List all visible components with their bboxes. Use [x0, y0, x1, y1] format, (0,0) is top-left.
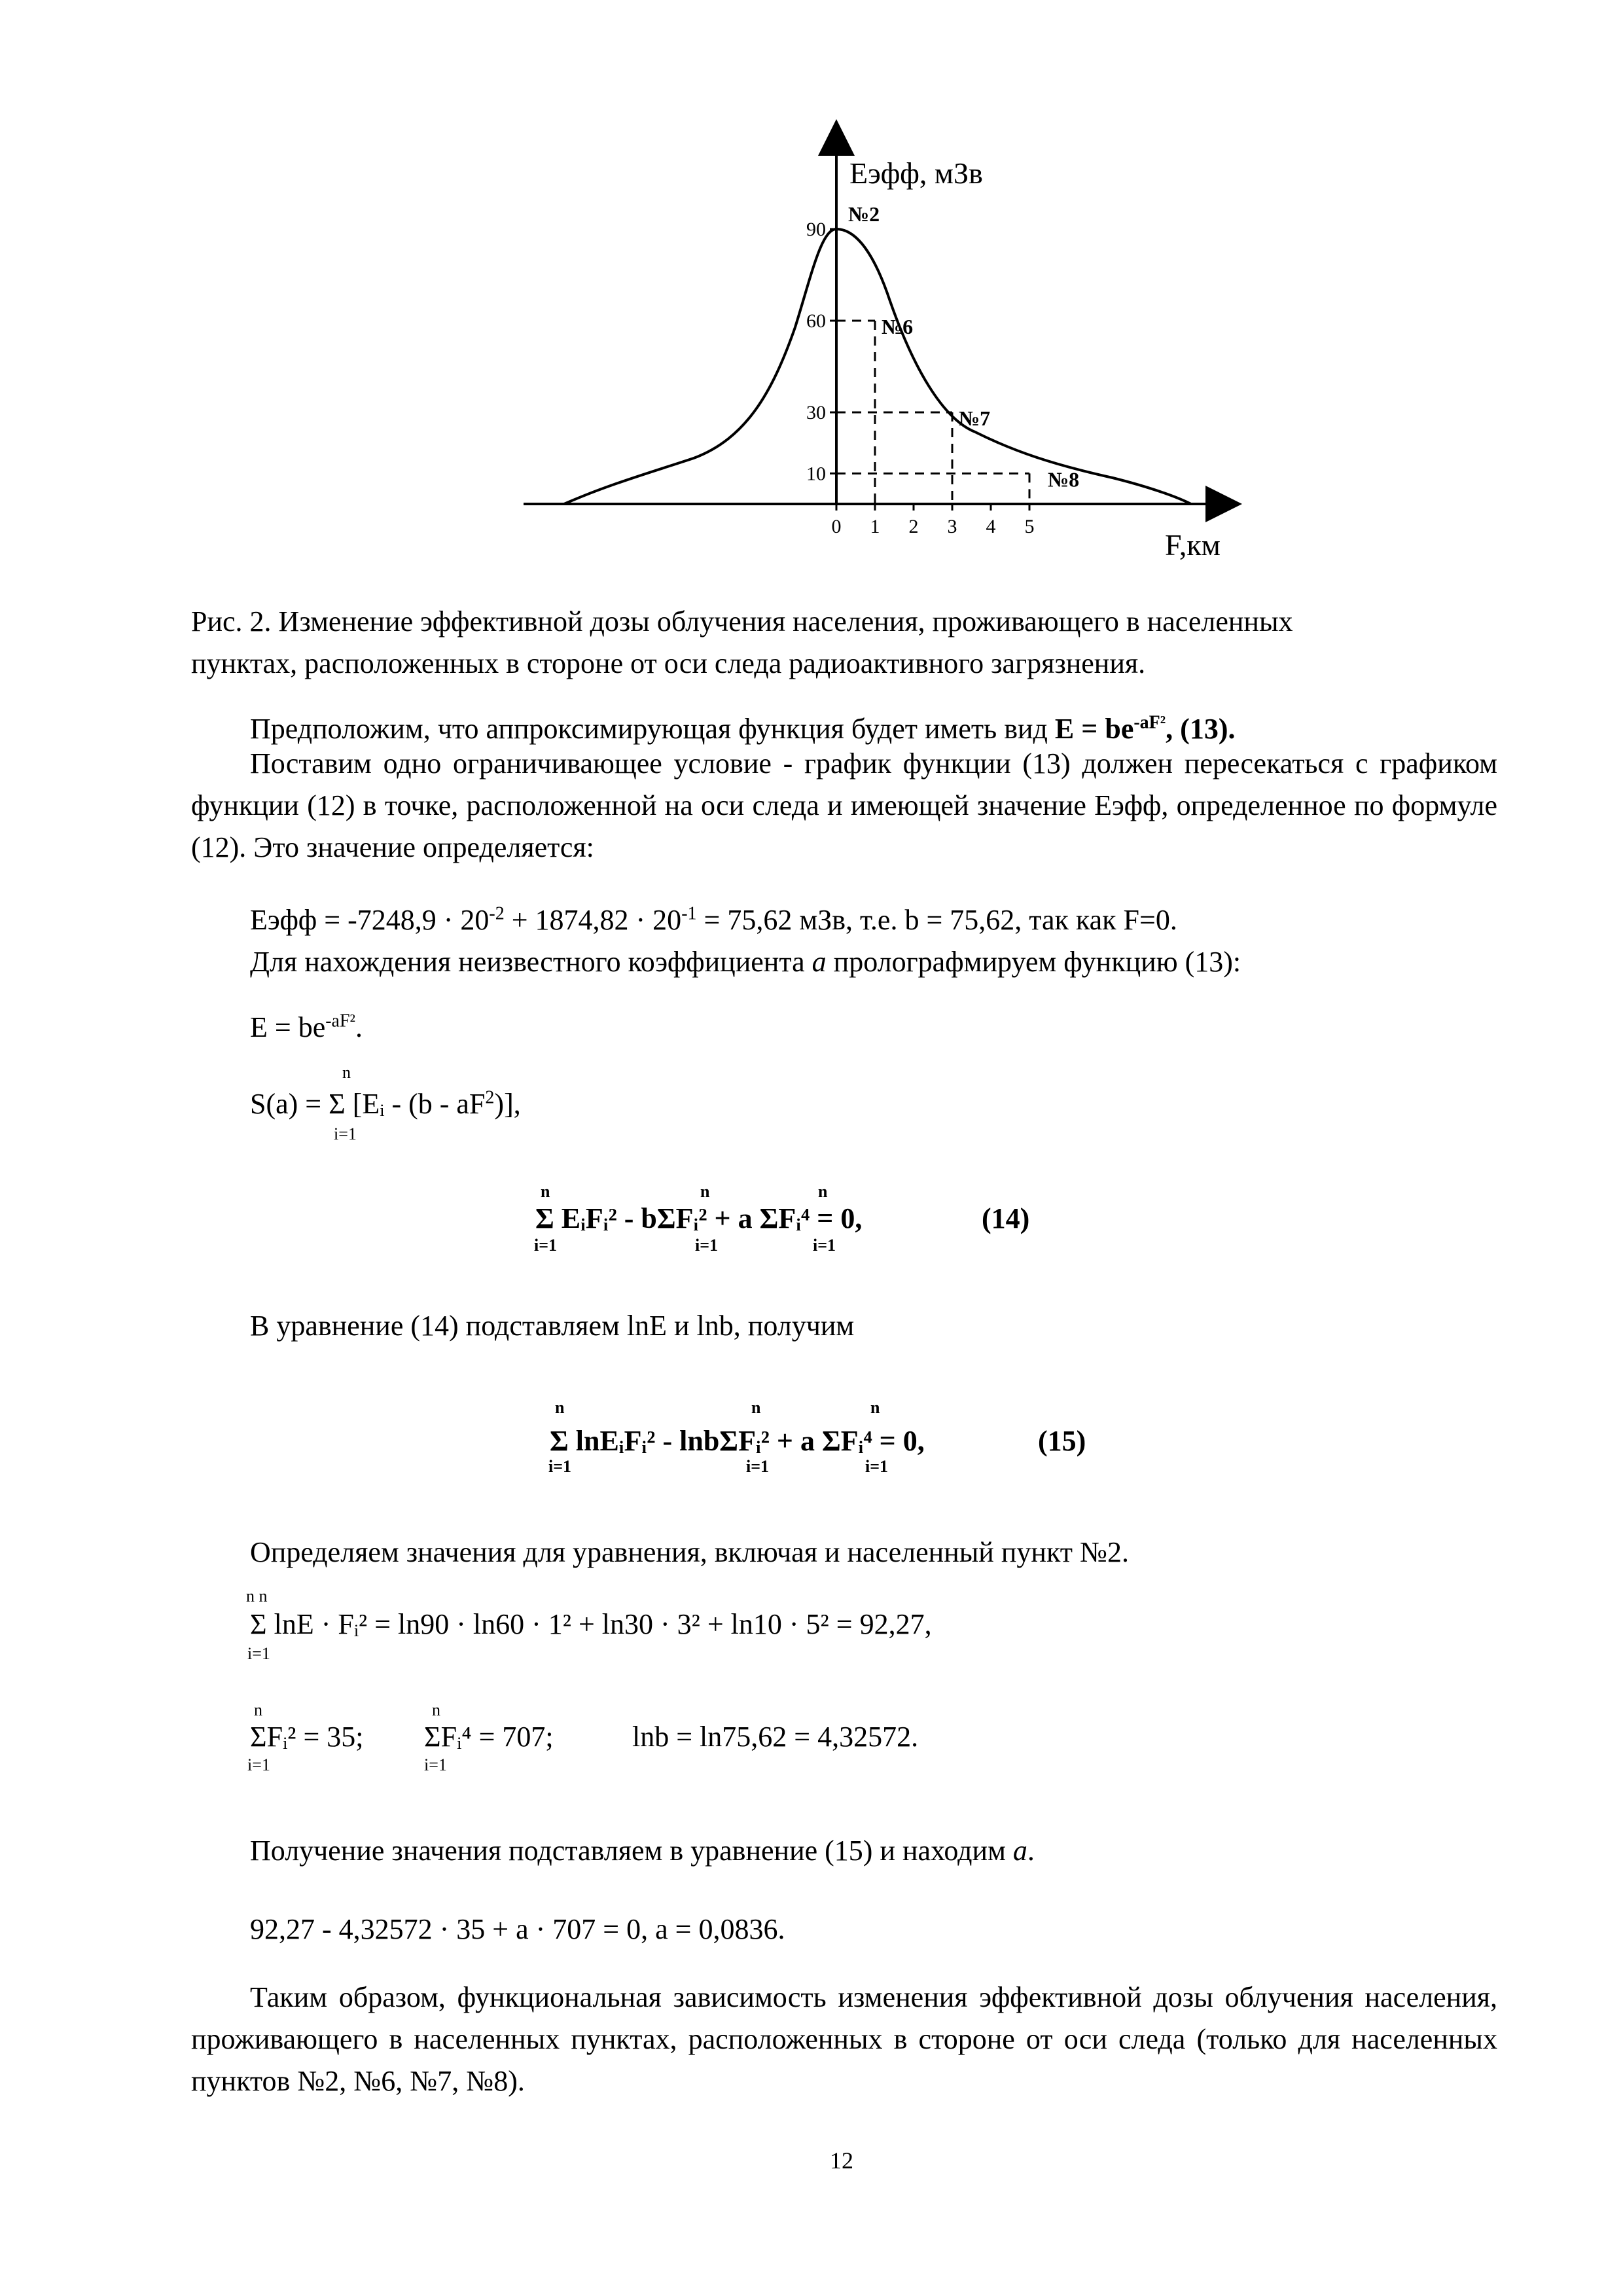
- paragraph-assumption: Предположим, что аппроксимирующая функция будет иметь вид $E = be^{-aF^2}$, (13).: [250, 712, 1236, 745]
- limit-bottom: i=1: [865, 1457, 889, 1476]
- equation-lnb: lnb = ln75,62 = 4,32572.: [632, 1721, 919, 1753]
- point-label: №2: [848, 202, 880, 226]
- limit-bottom: i=1: [813, 1236, 836, 1255]
- equation-14-ref: (14): [982, 1202, 1030, 1234]
- equation-sum-f4: ΣFᵢ⁴ = 707;: [424, 1721, 554, 1753]
- x-tick-label: 0: [831, 516, 842, 537]
- paragraph-condition: Поставим одно ограничивающее условие - график функции (13) должен пересекаться с графиком функции (12) в точке, расположенной на оси следа и имеющей значение Eэфф, определенное по формуле (12). Это значение определяется:: [191, 747, 1497, 863]
- limit-top: n: [342, 1063, 351, 1082]
- x-axis-label: F,км: [1165, 528, 1221, 562]
- paragraph-substitute-15: Получение значения подставляем в уравнение (15) и находим a.: [250, 1835, 1035, 1867]
- point-label: №6: [882, 315, 914, 338]
- equation-15: Σ lnEᵢFᵢ² - lnbΣFᵢ² + a ΣFᵢ⁴ = 0,: [550, 1425, 925, 1457]
- y-axis-label: Eэфф, мЗв: [849, 156, 983, 190]
- limit-bottom: i=1: [334, 1124, 357, 1143]
- limit-bottom: i=1: [534, 1236, 558, 1255]
- equation-sum-f2: ΣFᵢ² = 35;: [250, 1721, 364, 1753]
- dose-curve: [564, 229, 1191, 504]
- paragraph-find-a: Для нахождения неизвестного коэффициента a пролографмируем функцию (13):: [250, 946, 1241, 978]
- limit-top: n: [870, 1398, 880, 1417]
- x-tick-label: 1: [870, 516, 880, 537]
- limit-bottom: i=1: [424, 1755, 447, 1774]
- y-tick-label: 90: [806, 219, 826, 240]
- dose-chart: [0, 0, 1623, 589]
- limit-bottom: i=1: [548, 1457, 572, 1476]
- limit-top: n: [700, 1182, 710, 1201]
- figure-caption-line1: Рис. 2. Изменение эффективной дозы облучения населения, проживающего в населенных: [191, 605, 1293, 637]
- limit-bottom: i=1: [695, 1236, 719, 1255]
- equation-eeff: Eэфф = $-7248,9 \cdot 20^{-2} + 1874,82 \cdot 20^{-1} = 75,62$ мЗв, т.е. b = 75,62, так как F=0.: [250, 903, 1177, 936]
- equation-e: $E = be^{-aF^2}$.: [250, 1011, 363, 1043]
- equation-14: Σ EᵢFᵢ² - bΣFᵢ² + a ΣFᵢ⁴ = 0,: [535, 1202, 863, 1234]
- limit-top: n: [818, 1182, 828, 1201]
- limit-bottom: i=1: [746, 1457, 770, 1476]
- limit-top: n: [432, 1700, 440, 1719]
- paragraph-substitute: В уравнение (14) подставляем lnE и lnb, получим: [250, 1310, 855, 1342]
- limit-top: n: [555, 1398, 565, 1417]
- x-tick-label: 3: [947, 516, 957, 537]
- x-tick-label: 2: [908, 516, 919, 537]
- limit-top: n: [541, 1182, 550, 1201]
- equation-15-ref: (15): [1038, 1425, 1086, 1457]
- limit-bottom: i=1: [247, 1755, 270, 1774]
- point-label: №8: [1048, 467, 1080, 492]
- limit-top: n: [254, 1700, 262, 1719]
- y-tick-label: 10: [806, 463, 826, 485]
- figure-caption-line2: пунктах, расположенных в стороне от оси следа радиоактивного загрязнения.: [191, 647, 1146, 679]
- paragraph-define-values: Определяем значения для уравнения, включая и населенный пункт №2.: [250, 1536, 1129, 1568]
- limit-bottom: i=1: [247, 1644, 270, 1663]
- y-tick-label: 30: [806, 402, 826, 423]
- equation-ln-sum: Σ lnE · Fᵢ² = ln90 · ln60 · 1² + ln30 · 3² + ln10 · 5² = 92,27,: [250, 1608, 932, 1640]
- point-label: №7: [959, 406, 991, 430]
- x-tick-label: 5: [1024, 516, 1035, 537]
- page-number: 12: [830, 2147, 853, 2174]
- y-tick-label: 60: [806, 310, 826, 332]
- paragraph-conclusion: Таким образом, функциональная зависимость изменения эффективной дозы облучения населения, проживающего в населенных пунктах, расположенных в стороне от оси следа (только для населенных пунктов №2, №6, №7, №8).: [191, 1981, 1497, 2097]
- equation-sa: S(a) = Σ [Eᵢ - $(b - aF^2)$],: [250, 1087, 521, 1120]
- limit-top: n: [751, 1398, 761, 1417]
- equation-final: 92,27 - 4,32572 · 35 + a · 707 = 0, a = 0,0836.: [250, 1913, 785, 1945]
- x-tick-label: 4: [986, 516, 996, 537]
- limit-top-double: n n: [246, 1587, 268, 1605]
